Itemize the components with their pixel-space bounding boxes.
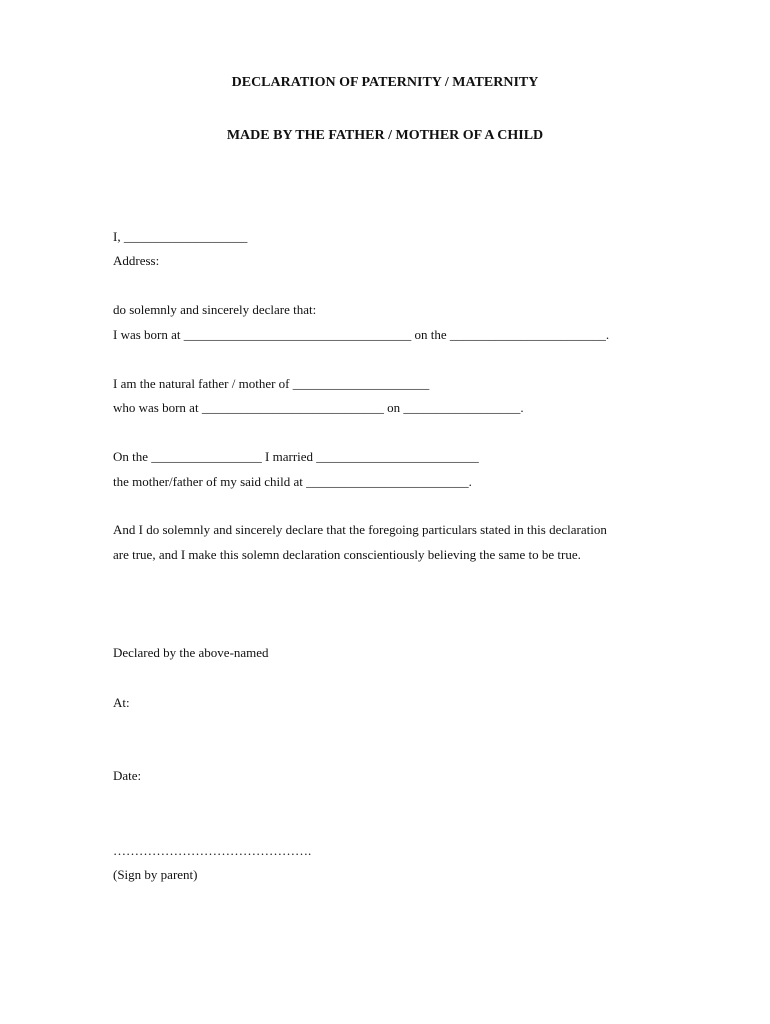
name-prefix: I, xyxy=(113,229,124,244)
parent-line xyxy=(113,376,429,392)
child-name-blank[interactable]: _____________________ xyxy=(292,376,430,391)
born-place-blank-2[interactable]: __________________ xyxy=(294,327,412,342)
child-born-place-blank[interactable]: ____________________________ xyxy=(201,400,384,415)
born-line xyxy=(113,327,609,343)
declaration-line-2: are true, and I make this solemn declaration conscientiously believing the same to be true. xyxy=(113,547,581,562)
spouse-name-blank[interactable]: _________________________ xyxy=(316,449,479,464)
document-subtitle: MADE BY THE FATHER / MOTHER OF A CHILD xyxy=(226,128,544,143)
date-label: Date: xyxy=(113,768,142,783)
mother-father-line xyxy=(113,474,472,490)
born-date-blank[interactable]: ________________________ xyxy=(449,327,606,342)
mother-father-prefix: the mother/father of my said child at xyxy=(113,474,307,489)
child-born-line xyxy=(113,400,524,416)
child-born-suffix: . xyxy=(520,400,524,415)
document-title: DECLARATION OF PATERNITY / MATERNITY xyxy=(231,75,539,90)
at-label: At: xyxy=(113,695,130,710)
sign-label: (Sign by parent) xyxy=(113,867,198,882)
born-suffix: . xyxy=(605,327,610,342)
child-born-middle: on xyxy=(383,400,404,415)
child-born-prefix: who was born at xyxy=(113,400,202,415)
parent-prefix: I am the natural father / mother of xyxy=(113,376,293,391)
mother-father-suffix: . xyxy=(468,474,472,489)
signature-line[interactable]: ………………………………………. xyxy=(113,843,312,858)
born-middle: on the xyxy=(411,327,450,342)
born-place-blank-1[interactable]: _________________ xyxy=(183,327,295,342)
born-prefix: I was born at xyxy=(113,327,184,342)
married-line xyxy=(113,449,479,465)
mother-father-place-blank[interactable]: _________________________ xyxy=(306,474,469,489)
name-line xyxy=(113,229,247,245)
married-prefix: On the xyxy=(113,449,152,464)
declared-by-label: Declared by the above-named xyxy=(113,645,269,660)
declare-intro: do solemnly and sincerely declare that: xyxy=(113,302,317,317)
name-blank[interactable]: ___________________ xyxy=(123,229,248,244)
married-middle: I married xyxy=(261,449,317,464)
address-label: Address: xyxy=(113,253,160,268)
declaration-line-1: And I do solemnly and sincerely declare that the foregoing particulars stated in this declaration xyxy=(113,522,607,537)
married-date-blank[interactable]: _________________ xyxy=(151,449,262,464)
child-born-date-blank[interactable]: __________________ xyxy=(403,400,521,415)
